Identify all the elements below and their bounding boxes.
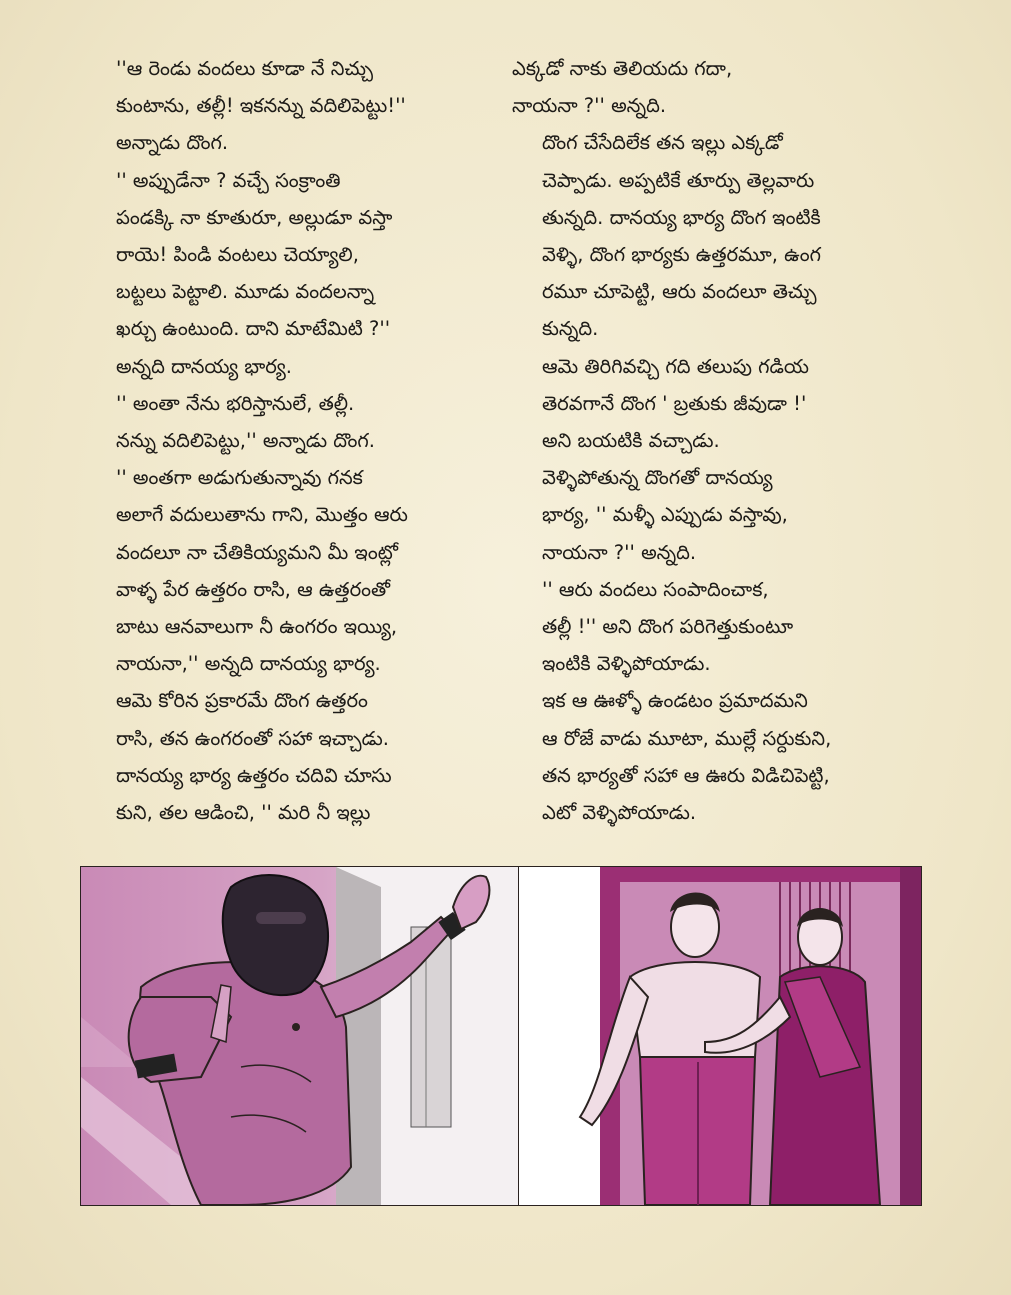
text-line: కుని, తల ఆడించి, '' మరి నీ ఇల్లు	[116, 801, 371, 825]
paragraph	[86, 459, 491, 682]
text-line: అని బయటికి వచ్చాడు.	[542, 429, 720, 453]
text-line: నాయనా ?'' అన్నది.	[542, 540, 697, 564]
paragraph	[86, 682, 491, 756]
paragraph	[86, 162, 491, 385]
text-line: వెళ్ళిపోతున్న దొంగతో దానయ్య	[542, 466, 773, 490]
text-line: వాళ్ళ పేర ఉత్తరం రాసి, ఆ ఉత్తరంతో	[116, 577, 391, 601]
text-line: కుంటాను, తల్లీ! ఇకనన్ను వదిలిపెట్టు!''	[116, 94, 406, 118]
text-line: రమూ చూపెట్టి, ఆరు వందలూ తెచ్చు	[542, 280, 817, 304]
text-line: ''ఆ రెండు వందలు కూడా నే నిచ్చు	[116, 57, 374, 80]
text-line: అన్నది దానయ్య భార్య.	[116, 354, 292, 378]
text-line: చెప్పాడు. అప్పటికే తూర్పు తెల్లవారు	[542, 168, 815, 192]
text-line: తన భార్యతో సహా ఆ ఊరు విడిచిపెట్టి,	[542, 763, 830, 787]
illustration-couple-panel	[520, 867, 921, 1205]
paragraph	[86, 757, 491, 831]
illustration	[80, 866, 922, 1206]
paragraph	[512, 571, 917, 683]
text-line: రాసి, తన ఉంగరంతో సహా ఇచ్చాడు.	[116, 726, 389, 750]
illustration-masked-thief-panel	[81, 867, 519, 1205]
paragraph	[512, 682, 917, 831]
text-line: తెరవగానే దొంగ ' బ్రతుకు జీవుడా !'	[542, 391, 807, 415]
text-line: ఆమె కోరిన ప్రకారమే దొంగ ఉత్తరం	[116, 689, 368, 713]
text-line: ఎక్కడో నాకు తెలియదు గదా,	[512, 57, 733, 80]
right-text-column	[512, 50, 917, 831]
text-line: బట్టలు పెట్టాలి. మూడు వందలన్నా	[116, 280, 375, 304]
left-text-column	[86, 50, 491, 831]
text-line: నాయనా,'' అన్నది దానయ్య భార్య.	[116, 652, 381, 676]
text-line: ఇక ఆ ఊళ్ళో ఉండటం ప్రమాదమని	[542, 689, 808, 713]
text-line: ఖర్చు ఉంటుంది. దాని మాటేమిటి ?''	[116, 317, 391, 341]
text-line: కున్నది.	[542, 317, 599, 341]
text-line: '' అప్పుడేనా ? వచ్చే సంక్రాంతి	[116, 168, 341, 192]
text-line: తల్లీ !'' అని దొంగ పరిగెత్తుకుంటూ	[542, 615, 794, 639]
text-line: తున్నది. దానయ్య భార్య దొంగ ఇంటికి	[542, 205, 821, 229]
text-line: ఎటో వెళ్ళిపోయాడు.	[542, 801, 697, 825]
paragraph	[86, 50, 491, 162]
text-line: వందలూ నా చేతికియ్యమని మీ ఇంట్లో	[116, 540, 398, 564]
text-line: బాటు ఆనవాలుగా నీ ఉంగరం ఇయ్యి,	[116, 615, 398, 639]
text-line: ఇంటికి వెళ్ళిపోయాడు.	[542, 652, 711, 676]
text-line: దానయ్య భార్య ఉత్తరం చదివి చూసు	[116, 763, 392, 787]
text-line: ఆమె తిరిగివచ్చి గది తలుపు గడియ	[542, 354, 810, 378]
paragraph	[512, 50, 917, 124]
text-line: దొంగ చేసేదిలేక తన ఇల్లు ఎక్కడో	[542, 131, 783, 155]
paragraph	[86, 385, 491, 459]
text-line: '' అంతగా అడుగుతున్నావు గనక	[116, 466, 363, 490]
text-line: '' అంతా నేను భరిస్తానులే, తల్లీ.	[116, 391, 355, 415]
paragraph	[512, 459, 917, 571]
paragraph	[512, 348, 917, 460]
text-line: పండక్కి నా కూతురూ, అల్లుడూ వస్తా	[116, 205, 393, 229]
text-line: నన్ను వదిలిపెట్టు,'' అన్నాడు దొంగ.	[116, 429, 375, 453]
text-line: అన్నాడు దొంగ.	[116, 131, 229, 155]
paragraph	[512, 124, 917, 347]
text-line: నాయనా ?'' అన్నది.	[512, 94, 667, 118]
text-line: భార్య, '' మళ్ళీ ఎప్పుడు వస్తావు,	[542, 503, 788, 527]
text-line: వెళ్ళి, దొంగ భార్యకు ఉత్తరమూ, ఉంగ	[542, 243, 821, 267]
text-line: అలాగే వదులుతాను గాని, మొత్తం ఆరు	[116, 503, 408, 527]
text-line: రాయె! పిండి వంటలు చెయ్యాలి,	[116, 243, 359, 267]
text-line: '' ఆరు వందలు సంపాదించాక,	[542, 577, 769, 601]
text-line: ఆ రోజే వాడు మూటా, ముల్లే సర్దుకుని,	[542, 726, 832, 750]
